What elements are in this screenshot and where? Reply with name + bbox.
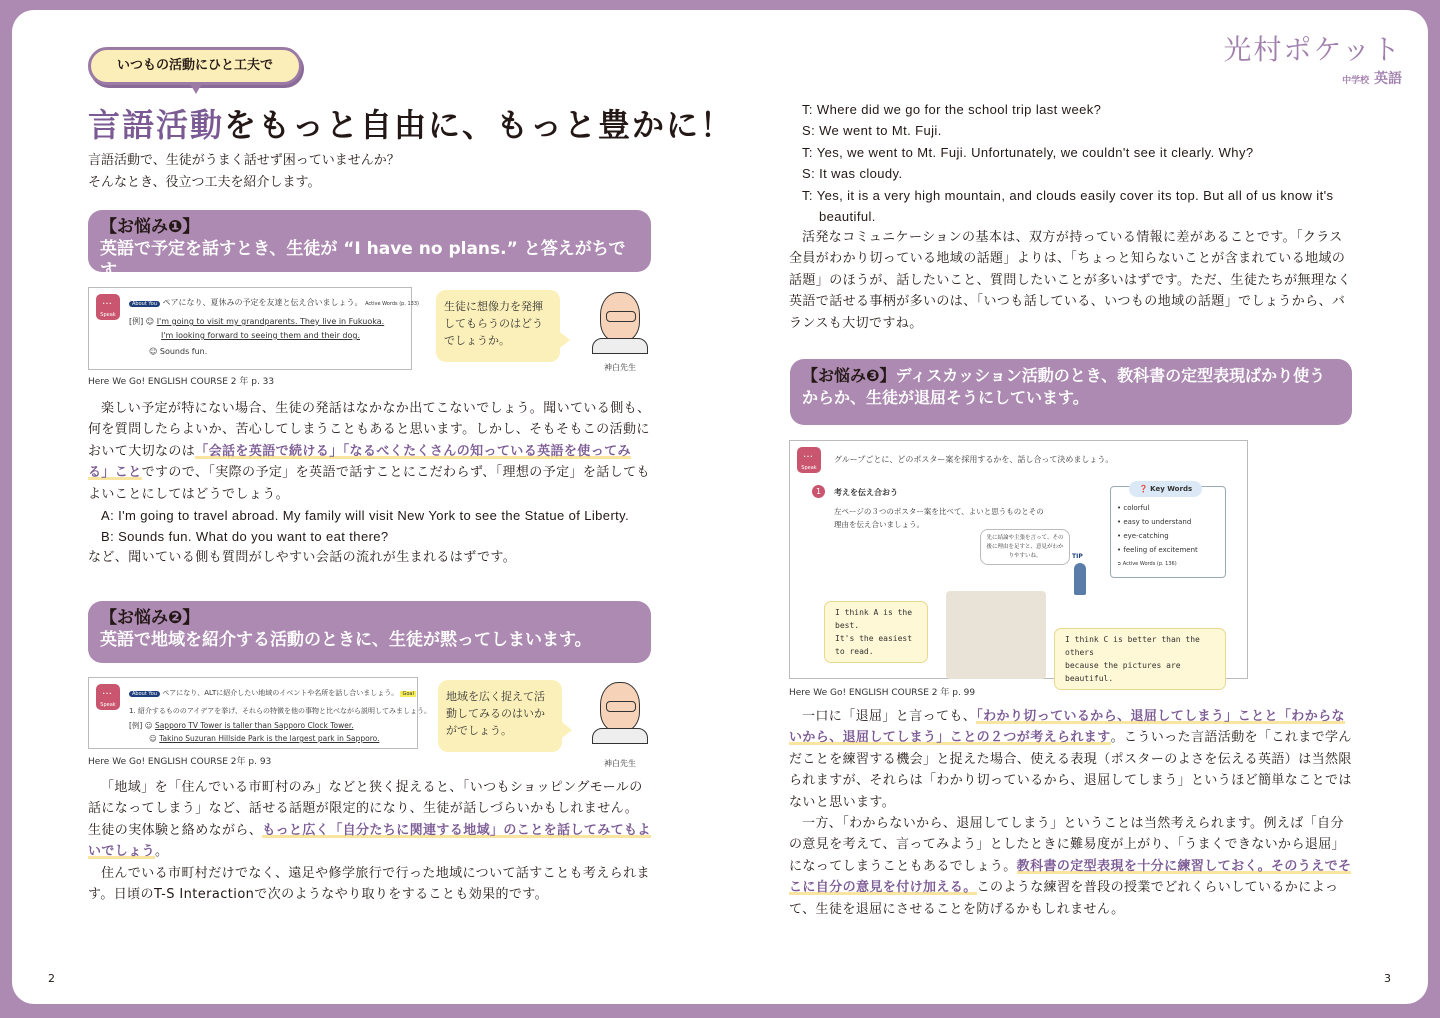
- worry-2-paragraph-3: 活発なコミュニケーションの基本は、双方が持っている情報に差があることです。「クラス全員がわかり切っている地域の話題」よりは、「ちょっと知らないことが含まれている地域の話題」のほうが、話したいこと、質問したいことが多いはずです。ただ、生徒たちが無理なく英語で話せる事柄が多いのは、「いつも話している、いつもの地域の話題」でしょうから、バランスも大切ですね。: [789, 230, 1352, 331]
- dialog-line: T: Yes, it is a very high mountain, and clouds easily cover its top. But all of us know it's beautiful.: [802, 187, 1334, 225]
- title-rest: をもっと自由に、もっと豊かに！: [224, 106, 735, 144]
- teacher-avatar: [588, 678, 650, 744]
- step-title: 考えを伝え合おう: [834, 488, 898, 497]
- title-accent: 言語活動: [88, 106, 225, 144]
- key-word: • eye-catching: [1117, 532, 1169, 540]
- intro-text: [88, 150, 400, 194]
- discussion-illustration: [946, 591, 1046, 679]
- worry-title: 英語で予定を話すとき、生徒が “I have no plans.” と答えがちです。: [100, 239, 626, 281]
- dialog-line: B: Sounds fun. What do you want to eat there?: [101, 529, 389, 545]
- key-word: • colorful: [1117, 504, 1150, 512]
- teacher-speech-bubble: 地域を広く捉えて活動してみるのはいかがでしょう。: [438, 680, 562, 752]
- page-title: [88, 100, 734, 146]
- worry-1-heading: [88, 210, 651, 281]
- teacher-name: 神白先生: [604, 759, 636, 768]
- dialog-line: T: Yes, we went to Mt. Fuji. Unfortunately, we couldn't see it clearly. Why?: [802, 144, 1254, 160]
- step-number: 1: [812, 485, 825, 498]
- logo-subtitle: 中学校 英語: [1342, 71, 1402, 87]
- intro-line: そんなとき、役立つ工夫を紹介します。: [88, 175, 321, 190]
- worry-title: ディスカッション活動のとき、教科書の定型表現ばかり使うからか、生徒が退屈そうにしています。: [802, 366, 1326, 407]
- excerpt-caption: Here We Go! ENGLISH COURSE 2 年 p. 99: [789, 688, 976, 698]
- example-line: ☺ Sounds fun.: [149, 347, 208, 356]
- worry-title: 英語で地域を紹介する活動のときに、生徒が黙ってしまいます。: [100, 630, 592, 650]
- key-words-title: ❓ Key Words: [1129, 481, 1202, 497]
- dialog: [101, 505, 661, 548]
- excerpt-caption: Here We Go! ENGLISH COURSE 2 年 p. 33: [88, 377, 275, 387]
- textbook-excerpt-2: [88, 677, 431, 749]
- key-words-ref: ➲ Active Words (p. 136): [1117, 561, 1177, 567]
- student-speech-a: I think A is the best. It's the easiest to read.: [824, 601, 928, 663]
- teacher-speech-bubble: 生徒に想像力を発揮してもらうのはどうでしょうか。: [436, 290, 560, 362]
- key-word: • easy to understand: [1117, 518, 1192, 526]
- teacher-name: 神白先生: [604, 363, 636, 372]
- key-word: • feeling of excitement: [1117, 546, 1198, 554]
- speak-icon: … Speak: [797, 447, 821, 473]
- dialog-line: A: I'm going to travel abroad. My family will visit New York to see the Statue of Liberty.: [101, 508, 630, 523]
- example-line: I'm looking forward to seeing them and their dog.: [161, 331, 361, 340]
- tip-label: TIP: [1072, 553, 1083, 560]
- intro-line: 言語活動で、生徒がうまく話せず困っていませんか？: [88, 153, 400, 168]
- excerpt-instruction: グループごとに、どのポスター案を採用するかを、話し合って決めましょう。: [834, 455, 1114, 464]
- worry-3-paragraph-2: 一方、「わからないから、退屈してしまう」ということは当然考えられます。例えば「自分の意見を考えて、言ってみよう」としたときに難易度が上がり、「うまくできないから退屈」になってしまうこともあるでしょう。教科書の定型表現を十分に練習しておく。そのうえでそこに自分の意見を付け加える。このような練習を普段の授業でどれくらいしているかによって、生徒を退屈にさせることを防げるかもしれません。: [789, 816, 1352, 917]
- worry-2-paragraph-2: 住んでいる市町村だけでなく、遠足や修学旅行で行った地域について話すことも考えられます。日頃のT-S Interactionで次のようなやり取りをすることも効果的です。: [88, 866, 650, 903]
- textbook-excerpt-1: [88, 287, 419, 370]
- excerpt-instruction: About You ペアになり、ALTに紹介したい地域のイベントや名所を話し合いましょう。 Goal: [129, 688, 416, 698]
- worry-1-conclusion: など、聞いている側も質問がしやすい会話の流れが生まれるはずです。: [88, 550, 517, 565]
- speak-icon: … Speak: [96, 684, 120, 710]
- teacher-avatar: [588, 288, 650, 354]
- worry-tag: 【お悩み❶】: [100, 217, 200, 237]
- page-number-right: 3: [1384, 972, 1391, 985]
- section-tag-bubble: いつもの活動にひと工夫で: [88, 47, 302, 85]
- student-speech-c: I think C is better than the others because the pictures are beautiful.: [1054, 628, 1226, 690]
- worry-2-paragraph: 「地域」を「住んでいる市町村のみ」などと狭く捉えると、「いつもショッピングモールの話になってしまう」など、話せる話題が限定的になり、生徒が話しづらいかもしれません。生徒の実体験と絡めながら、もっと広く「自分たちに関連する地域」のことを話してみてもよいでしょう。: [88, 780, 651, 860]
- tip-character: [1074, 563, 1086, 595]
- excerpt-caption: Here We Go! ENGLISH COURSE 2年 p. 93: [88, 757, 272, 767]
- dialog-line: S: We went to Mt. Fuji.: [802, 123, 942, 139]
- worry-3-paragraph: 一口に「退屈」と言っても、「わかり切っているから、退屈してしまう」ことと「わからないから、退屈してしまう」ことの２つが考えられます。こういった言語活動を「これまで学んだことを練習する機会」と捉えた場合、使える表現（ポスターのよさを伝える英語）は当然限られますが、それらは「わかり切っているから、退屈してしまう」というほど簡単なことではないと思います。: [789, 709, 1352, 810]
- page-number-left: 2: [48, 972, 55, 985]
- key-words-box: [1110, 486, 1226, 578]
- step-text: 左ページの３つのポスター案を比べて、よいと思うものとその理由を伝え合いましょう。: [834, 507, 1044, 529]
- speak-icon: … Speak: [96, 294, 120, 320]
- example-line: ☺ Takino Suzuran Hillside Park is the largest park in Sapporo.: [149, 734, 380, 743]
- logo-name: 光村ポケット: [1223, 33, 1402, 66]
- example-line: [例] ☺ I'm going to visit my grandparents. They live in Fukuoka.: [129, 317, 385, 326]
- worry-1-paragraph: 楽しい予定が特にない場合、生徒の発話はなかなか出てこないでしょう。聞いている側も、何を質問したらよいか、苦心してしまうこともあると思います。しかし、そもそもこの活動において大切なのは「会話を英語で続ける」「なるべくたくさんの知っている英語を使ってみる」ことですので、「実際の予定」を英語で話すことにこだわらず、「理想の予定」を話してもよいことにしてはどうでしょう。: [88, 401, 651, 502]
- dialog-line: S: It was cloudy.: [802, 166, 903, 182]
- excerpt-instruction: About You ペアになり、夏休みの予定を友達と伝え合いましょう。 Active Words (p. 133): [129, 297, 419, 308]
- tip-bubble: 先に結論や主張を言って、その後に理由を足すと、意見がわかりやすいね。: [980, 529, 1070, 565]
- worry-2-heading: [88, 601, 651, 663]
- dialog-line: T: Where did we go for the school trip last week?: [802, 102, 1102, 117]
- excerpt-step: 1. 紹介するもののアイデアを挙げ、それらの特徴を他の事物と比べながら説明してみましょう。: [129, 707, 431, 715]
- brand-logo: [1223, 28, 1402, 88]
- textbook-excerpt-3: [789, 440, 1248, 683]
- worry-tag: 【お悩み❸】: [802, 366, 896, 385]
- ts-dialog: [802, 99, 1362, 227]
- worry-3-heading: [790, 359, 1352, 425]
- worry-tag: 【お悩み❷】: [100, 608, 200, 628]
- example-line: [例] ☺ Sapporo TV Tower is taller than Sapporo Clock Tower.: [129, 721, 354, 730]
